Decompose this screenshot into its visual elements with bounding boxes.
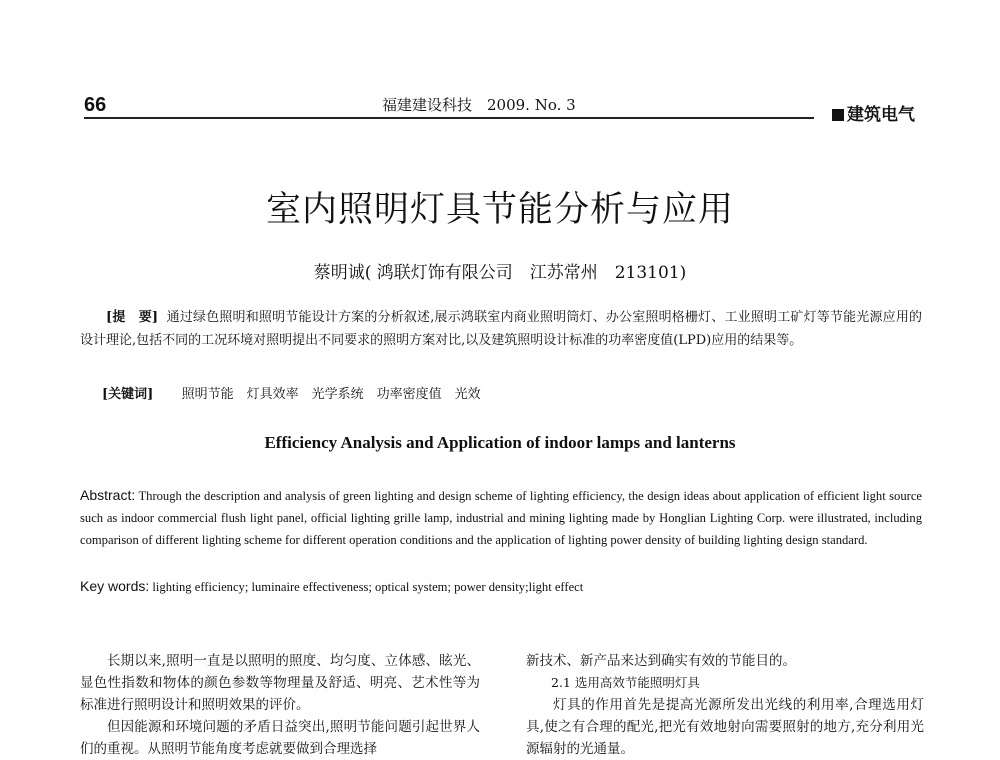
- abstract-en-label: Abstract:: [80, 487, 136, 503]
- header-rule: [84, 117, 814, 119]
- square-bullet-icon: [832, 109, 844, 121]
- keywords-en: [80, 578, 583, 595]
- paper-title: 室内照明灯具节能分析与应用: [265, 190, 734, 230]
- english-title: Efficiency Analysis and Application of indoor lamps and lanterns: [264, 433, 736, 452]
- section-label: [832, 100, 915, 125]
- body-paragraph: 但因能源和环境问题的矛盾日益突出,照明节能问题引起世界人们的重视。从照明节能角度考虑就要做到合理选择: [80, 719, 480, 757]
- keywords-en-text: lighting efficiency; luminaire effectiveness; optical system; power density;light effect: [152, 580, 584, 594]
- keywords-cn: [102, 383, 481, 402]
- body-paragraph: 长期以来,照明一直是以照明的照度、均匀度、立体感、眩光、显色性指数和物体的颜色参数等物理量及舒适、明亮、艺术性等为标准进行照明设计和照明效果的评价。: [80, 653, 480, 713]
- body-column-right: [526, 650, 924, 760]
- body-paragraph: 灯具的作用首先是提高光源所发出光线的利用率,合理选用灯具,使之有合理的配光,把光有效地射向需要照射的地方,充分利用光源辐射的光通量。: [526, 697, 924, 757]
- section-text: 建筑电气: [847, 105, 915, 124]
- body-column-left: [80, 650, 480, 760]
- abstract-cn-text: 通过绿色照明和照明节能设计方案的分析叙述,展示鸿联室内商业照明筒灯、办公室照明格栅灯、工业照明工矿灯等节能光源应用的设计理论,包括不同的工况环境对照明提出不同要求的照明方案对比,以及建筑照明设计标准的功率密度值(LPD)应用的结果等。: [80, 310, 922, 348]
- author-line: 蔡明诚( 鸿联灯饰有限公司 江苏常州 213101): [313, 263, 687, 283]
- abstract-en: [80, 484, 922, 551]
- keywords-en-label: Key words:: [80, 578, 150, 594]
- keywords-cn-text: 照明节能 灯具效率 光学系统 功率密度值 光效: [181, 387, 481, 402]
- abstract-cn-label: [提 要]: [106, 310, 159, 325]
- abstract-en-text: Through the description and analysis of green lighting and design scheme of lighting efficiency, the design ideas about application of efficient light source such as indoor commercial flush light panel, official lighting grille lamp, industrial and mining lighting made by Honglian Lighting Corp. were illustrated, including comparison of different lighting scheme for different operation conditions and the application of lighting power density of building lighting design standard.: [80, 489, 922, 547]
- body-paragraph: 新技术、新产品来达到确实有效的节能目的。: [526, 653, 796, 669]
- abstract-cn: [80, 306, 922, 352]
- journal-name: 福建建设科技 2009. No. 3: [382, 96, 576, 114]
- page-number: 66: [84, 94, 107, 116]
- keywords-cn-label: [关键词]: [102, 387, 154, 402]
- subsection-heading: 2.1 选用高效节能照明灯具: [551, 675, 700, 690]
